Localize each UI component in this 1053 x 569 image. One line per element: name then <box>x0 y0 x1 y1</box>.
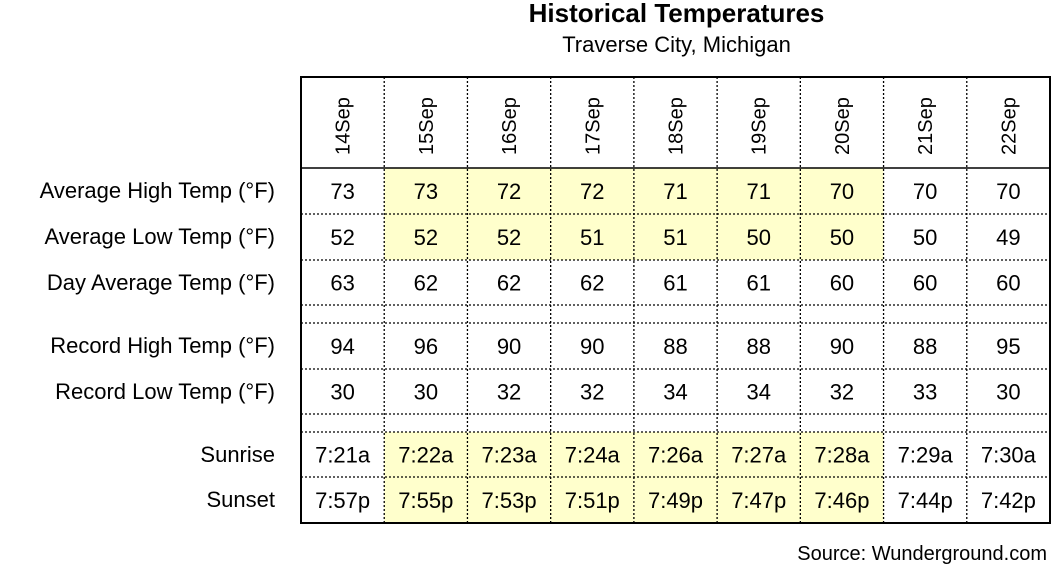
column-header: 15Sep <box>415 97 438 155</box>
table-cell: 7:44p <box>897 488 953 513</box>
table-cell: 49 <box>996 225 1021 250</box>
row-label: Average Low Temp (°F) <box>44 224 275 249</box>
column-header: 16Sep <box>499 97 522 155</box>
table-cell: 7:55p <box>398 488 454 513</box>
column-header: 20Sep <box>831 97 854 155</box>
table-cell: 7:53p <box>481 488 537 513</box>
row-label: Average High Temp (°F) <box>39 178 275 203</box>
table-cell: 62 <box>496 270 522 296</box>
table-cell: 32 <box>829 379 855 405</box>
row-label: Day Average Temp (°F) <box>46 269 275 295</box>
column-header: 14Sep <box>332 97 355 155</box>
table-cell: 52 <box>330 225 355 250</box>
table-cell: 95 <box>996 334 1021 359</box>
table-cell: 60 <box>912 270 938 296</box>
table-cell: 7:30a <box>980 442 1036 468</box>
table-cell: 90 <box>580 334 605 359</box>
table-cell: 7:46p <box>814 488 870 513</box>
table-cell: 7:42p <box>980 488 1036 513</box>
table-cell: 70 <box>996 179 1021 204</box>
column-header: 18Sep <box>665 97 688 155</box>
table-cell: 94 <box>330 334 355 359</box>
table-cell: 7:24a <box>564 442 620 468</box>
table-cell: 7:49p <box>647 488 704 513</box>
table-cell: 50 <box>746 225 771 250</box>
table-cell: 7:23a <box>481 442 537 468</box>
table-cell: 73 <box>413 179 439 204</box>
table-cell: 62 <box>580 270 605 296</box>
table-cell: 72 <box>496 179 522 204</box>
table-cell: 90 <box>829 334 855 359</box>
table-cell: 50 <box>829 225 855 250</box>
table-cell: 60 <box>996 270 1021 296</box>
table-cell: 7:26a <box>647 442 704 468</box>
column-header: 22Sep <box>998 97 1021 155</box>
column-header: 21Sep <box>915 97 938 155</box>
row-label: Sunrise <box>200 441 275 467</box>
table-cell: 34 <box>746 379 771 405</box>
row-label: Record High Temp (°F) <box>50 333 275 358</box>
table-cell: 70 <box>829 179 855 204</box>
table-cell: 73 <box>330 179 355 204</box>
table-cell: 30 <box>330 379 355 405</box>
table-cell: 71 <box>663 179 688 204</box>
chart-title: Historical Temperatures <box>528 0 825 28</box>
chart-subtitle: Traverse City, Michigan <box>562 32 791 57</box>
table-cell: 51 <box>580 225 605 250</box>
source-note: Source: Wunderground.com <box>797 543 1047 565</box>
table-cell: 88 <box>663 334 688 359</box>
column-header: 17Sep <box>582 97 605 155</box>
table-cell: 30 <box>996 379 1021 405</box>
table-cell: 7:27a <box>731 442 787 468</box>
column-header: 19Sep <box>748 97 771 155</box>
table-cell: 90 <box>496 334 522 359</box>
table-cell: 50 <box>912 225 938 250</box>
table-cell: 88 <box>912 334 938 359</box>
table-cell: 7:28a <box>814 442 870 468</box>
table-cell: 7:22a <box>398 442 454 468</box>
table-cell: 63 <box>330 270 355 296</box>
table-cell: 7:57p <box>315 488 371 513</box>
table-cell: 34 <box>663 379 688 405</box>
table-cell: 70 <box>912 179 938 204</box>
table-cell: 51 <box>663 225 688 250</box>
table-cell: 52 <box>413 225 439 250</box>
table-cell: 30 <box>413 379 439 405</box>
table-cell: 32 <box>496 379 522 405</box>
table-cell: 60 <box>829 270 855 296</box>
table-cell: 96 <box>413 334 439 359</box>
table-cell: 62 <box>413 270 439 296</box>
table-cell: 71 <box>746 179 771 204</box>
table-cell: 88 <box>746 334 771 359</box>
table-cell: 7:51p <box>564 488 620 513</box>
table-cell: 7:29a <box>897 442 953 468</box>
table-cell: 32 <box>580 379 605 405</box>
row-label: Sunset <box>206 487 275 512</box>
table-cell: 61 <box>663 270 688 296</box>
table-cell: 61 <box>746 270 771 296</box>
table-cell: 52 <box>496 225 522 250</box>
table-cell: 7:21a <box>315 442 371 468</box>
table-cell: 7:47p <box>731 488 787 513</box>
table-cell: 33 <box>912 379 938 405</box>
table-cell: 72 <box>580 179 605 204</box>
row-label: Record Low Temp (°F) <box>55 378 275 404</box>
